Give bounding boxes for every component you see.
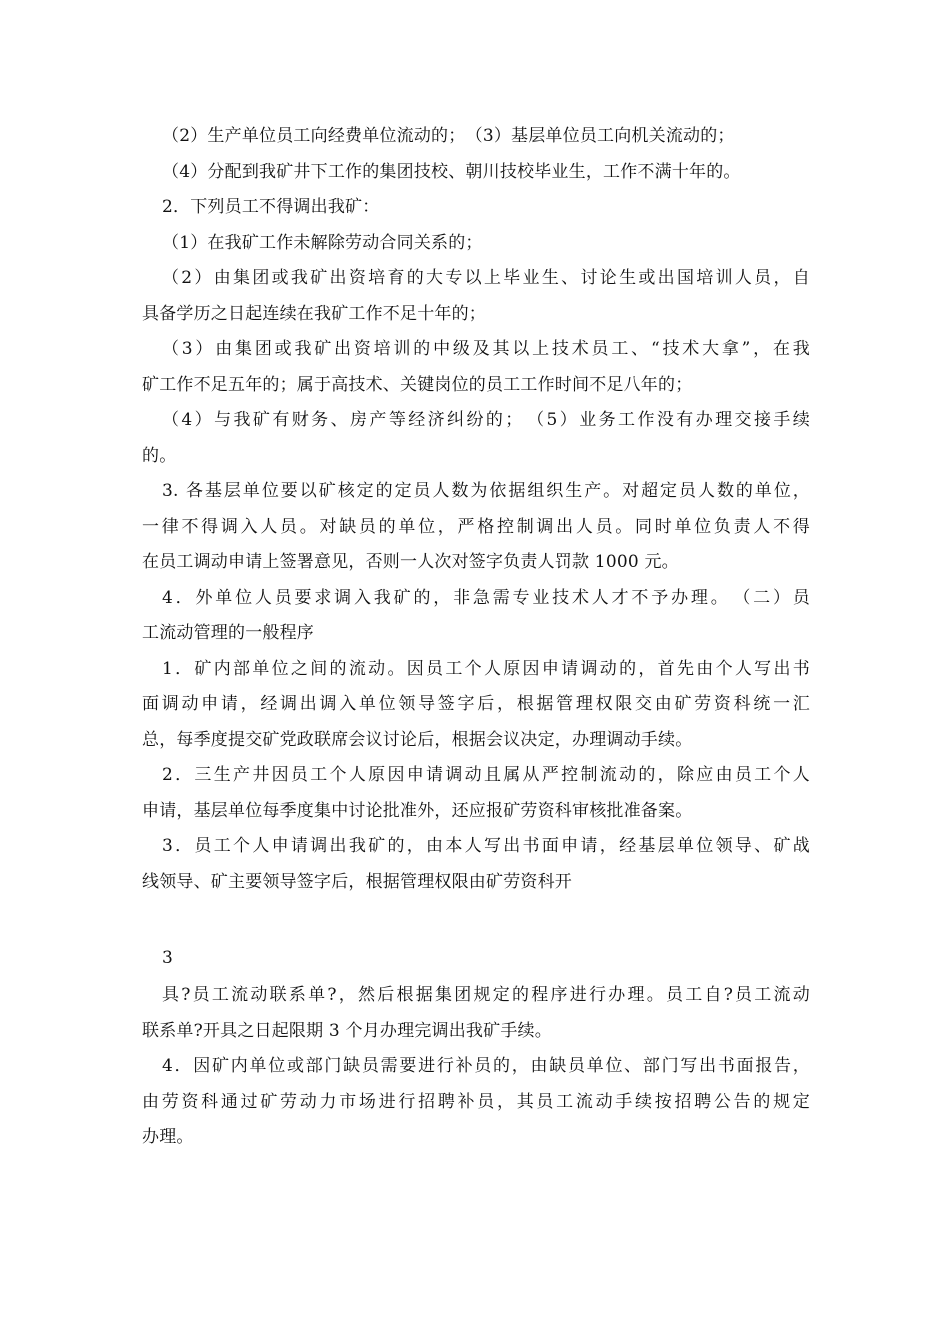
text-line: 3．员工个人申请调出我矿的，由本人写出书面申请，经基层单位领导、矿战 <box>162 836 810 856</box>
text-line: 1．矿内部单位之间的流动。因员工个人原因申请调动的，首先由个人写出书 <box>162 658 810 679</box>
text-line: （4）分配到我矿井下工作的集团技校、朝川技校毕业生，工作不满十年的。 <box>162 161 741 182</box>
text-line: 由劳资科通过矿劳动力市场进行招聘补员，其员工流动手续按招聘公告的规定 <box>142 1091 810 1112</box>
text-line: 联系单?开具之日起限期 3 个月办理完调出我矿手续。 <box>142 1020 552 1041</box>
text-line: （4）与我矿有财务、房产等经济纠纷的； （5）业务工作没有办理交接手续 <box>162 410 810 430</box>
text-line: 线领导、矿主要领导签字后，根据管理权限由矿劳资科开 <box>142 871 572 892</box>
text-line: 总，每季度提交矿党政联席会议讨论后，根据会议决定，办理调动手续。 <box>142 729 693 750</box>
text-block-upper <box>142 119 810 900</box>
text-line: 矿工作不足五年的；属于高技术、关键岗位的员工工作时间不足八年的； <box>142 374 693 395</box>
text-line: 申请，基层单位每季度集中讨论批准外，还应报矿劳资科审核批准备案。 <box>142 800 693 821</box>
text-line: 的。 <box>142 445 177 466</box>
text-line: 工流动管理的一般程序 <box>142 623 314 643</box>
text-block-lower <box>142 978 810 1156</box>
text-line: 具?员工流动联系单?，然后根据集团规定的程序进行办理。员工自?员工流动 <box>162 985 810 1005</box>
page-number: 3 <box>162 948 173 968</box>
text-line: （2）生产单位员工向经费单位流动的； （3）基层单位员工向机关流动的； <box>162 126 735 146</box>
text-line: 面调动申请，经调出调入单位领导签字后，根据管理权限交由矿劳资科统一汇 <box>142 694 810 714</box>
text-line: 具备学历之日起连续在我矿工作不足十年的； <box>142 303 486 324</box>
text-line: 3. 各基层单位要以矿核定的定员人数为依据组织生产。对超定员人数的单位， <box>162 481 810 501</box>
text-line: （2）由集团或我矿出资培育的大专以上毕业生、讨论生或出国培训人员，自 <box>162 268 810 288</box>
text-line: 在员工调动申请上签署意见，否则一人次对签字负责人罚款 1000 元。 <box>142 552 679 572</box>
text-line: 办理。 <box>142 1127 194 1147</box>
text-line: 一律不得调入人员。对缺员的单位，严格控制调出人员。同时单位负责人不得 <box>142 516 810 537</box>
text-line: 4．因矿内单位或部门缺员需要进行补员的，由缺员单位、部门写出书面报告， <box>162 1056 810 1076</box>
text-line: （3）由集团或我矿出资培训的中级及其以上技术员工、“技术大拿”，在我 <box>162 339 810 359</box>
text-line: （1）在我矿工作未解除劳动合同关系的； <box>162 232 483 253</box>
text-line: 2．三生产井因员工个人原因申请调动且属从严控制流动的，除应由员工个人 <box>162 765 810 785</box>
text-line: 4．外单位人员要求调入我矿的，非急需专业技术人才不予办理。 （二）员 <box>162 587 810 608</box>
text-line: 2．下列员工不得调出我矿： <box>162 197 380 217</box>
